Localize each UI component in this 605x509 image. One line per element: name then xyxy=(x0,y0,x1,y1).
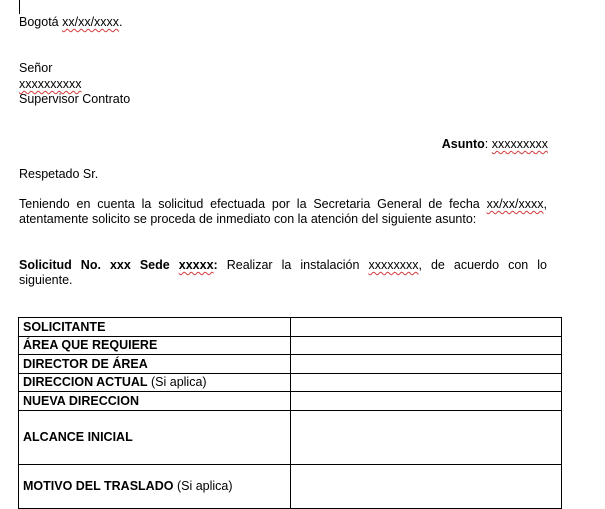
table-row-area xyxy=(19,337,562,355)
body-line-1-prefix: Teniendo en cuenta la solicitud efectuada por la Secretaria General de fecha xyxy=(19,197,487,211)
body-line-1-date: xx/xx/xxxx xyxy=(486,197,544,211)
motivo-value-cell[interactable] xyxy=(291,465,562,509)
subject-label: Asunto xyxy=(441,137,485,151)
request-line-2: siguiente. xyxy=(19,273,73,287)
request-label-part1: Solicitud No. xxx Sede xyxy=(19,258,179,272)
area-value-cell[interactable] xyxy=(291,337,562,355)
area-label: ÁREA QUE REQUIERE xyxy=(23,338,158,352)
director-value-cell[interactable] xyxy=(291,355,562,374)
table-row-nueva-direccion xyxy=(19,392,562,411)
city-date-value: xx/xx/xxxx xyxy=(62,15,120,29)
table-row-alcance xyxy=(19,411,562,465)
direccion-actual-value-cell[interactable] xyxy=(291,374,562,392)
request-text-item: xxxxxxxx xyxy=(368,258,419,272)
table-label-cell xyxy=(19,411,291,465)
table-label-cell xyxy=(19,465,291,509)
nueva-direccion-label: NUEVA DIRECCION xyxy=(23,393,139,408)
table-row-motivo xyxy=(19,465,562,509)
direccion-actual-note: (Si aplica) xyxy=(147,375,207,389)
subject-separator: : xyxy=(484,137,492,151)
table-label-cell xyxy=(19,374,291,392)
body-paragraph xyxy=(19,197,547,227)
greeting: Respetado Sr. xyxy=(19,167,99,181)
alcance-value-cell[interactable] xyxy=(291,411,562,465)
solicitante-label: SOLICITANTE xyxy=(23,319,106,334)
table-row-direccion-actual xyxy=(19,374,562,392)
request-text-prefix: Realizar la instalación xyxy=(217,258,369,272)
city-date-line xyxy=(19,15,123,30)
director-label: DIRECTOR DE ÁREA xyxy=(23,356,148,371)
text-cursor xyxy=(19,0,20,14)
city-date-suffix: . xyxy=(119,15,123,29)
body-line-1 xyxy=(19,197,547,212)
request-label-sede: xxxxx xyxy=(178,258,214,272)
request-form-table xyxy=(18,317,562,509)
recipient-name-value: xxxxxxxxxx xyxy=(19,77,82,91)
table-row-director xyxy=(19,355,562,374)
request-text-suffix: , de acuerdo con lo xyxy=(418,258,547,272)
recipient-salutation: Señor xyxy=(19,61,53,75)
motivo-note: (Si aplica) xyxy=(173,479,233,493)
recipient-name xyxy=(19,77,82,92)
table-label-cell xyxy=(19,355,291,374)
table-label-cell xyxy=(19,318,291,337)
city-date-prefix: Bogotá xyxy=(19,15,63,29)
body-line-2: atentamente solicito se proceda de inmediato con la atención del siguiente asunto: xyxy=(19,212,477,226)
recipient-title: Supervisor Contrato xyxy=(19,92,131,106)
solicitante-value-cell[interactable] xyxy=(291,318,562,337)
subject-value: xxxxxxxxx xyxy=(491,137,548,151)
direccion-actual-label: DIRECCION ACTUAL xyxy=(23,375,148,389)
motivo-label: MOTIVO DEL TRASLADO xyxy=(23,479,174,493)
subject-line xyxy=(442,137,548,152)
request-label-colon: : xyxy=(213,258,218,272)
alcance-label: ALCANCE INICIAL xyxy=(23,430,133,444)
request-line-1 xyxy=(19,258,547,273)
table-label-cell xyxy=(19,392,291,411)
table-row-solicitante xyxy=(19,318,562,337)
table-label-cell xyxy=(19,337,291,355)
request-paragraph xyxy=(19,258,547,288)
nueva-direccion-value-cell[interactable] xyxy=(291,392,562,411)
body-line-1-suffix: , xyxy=(543,197,547,211)
